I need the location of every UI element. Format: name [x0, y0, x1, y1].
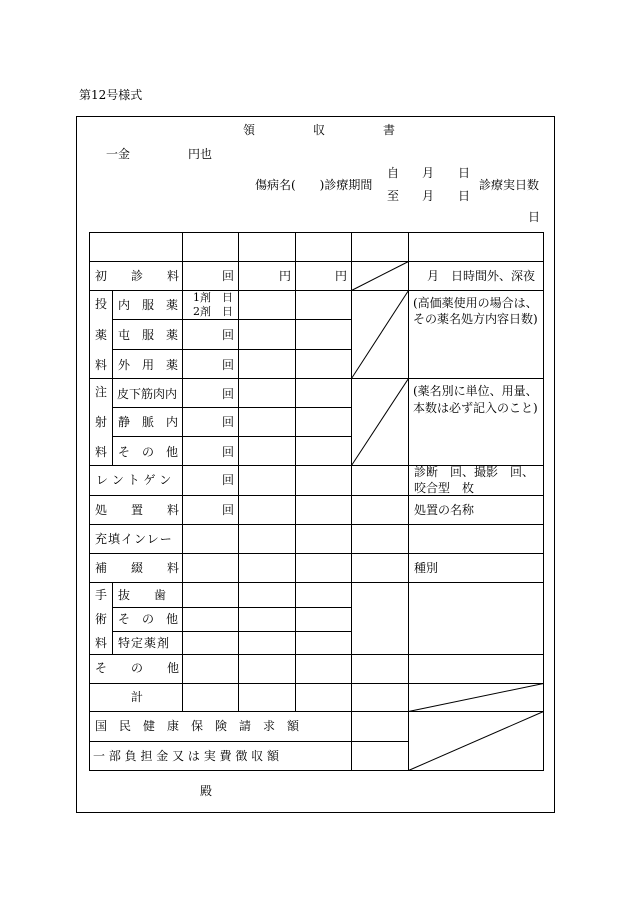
period-to: 至	[387, 189, 400, 203]
tonpuku-unit: 回	[222, 328, 235, 342]
chusha-sonota-unit: 回	[222, 445, 235, 459]
juten-label: 充填インレー	[95, 532, 173, 546]
shoshin-char-1: 初	[95, 269, 108, 283]
shochi-unit: 回	[222, 503, 235, 517]
rentogen-label: レ ン ト ゲ ン	[96, 473, 172, 487]
shujutsu-sonota-label: そ の 他	[118, 612, 179, 626]
amount-prefix: 一金	[106, 147, 131, 161]
rentogen-unit: 回	[222, 473, 235, 487]
chusha-char-1: 注	[95, 385, 108, 399]
shujutsu-char-2: 術	[95, 612, 108, 626]
shochi-note: 処置の名称	[414, 503, 475, 517]
sonota-char-1: そ	[95, 661, 108, 675]
title-char-1: 領	[243, 123, 256, 137]
naifuku-unit-2: 2剤 日	[193, 305, 233, 318]
kei-label: 計	[131, 690, 144, 704]
gaiyou-label: 外 用 薬	[118, 358, 179, 372]
hotetsu-char-3: 料	[167, 561, 180, 575]
shoshin-char-3: 料	[167, 269, 180, 283]
tokutei-label: 特定薬剤	[118, 636, 171, 650]
hotetsu-char-1: 補	[95, 561, 108, 575]
shochi-char-2: 置	[131, 503, 144, 517]
shujutsu-char-3: 料	[95, 636, 108, 650]
chusha-note-1: (薬名別に単位、用量、	[413, 384, 538, 398]
day-from: 日	[458, 166, 471, 180]
shujutsu-char-1: 手	[95, 588, 108, 602]
chusha-char-2: 射	[95, 415, 108, 429]
shoshin-unit-yen1: 円	[279, 269, 292, 283]
chusha-sonota-label: そ の 他	[118, 445, 179, 459]
hotetsu-char-2: 綴	[131, 561, 144, 575]
amount-suffix: 円也	[188, 147, 213, 161]
naifuku-unit-1: 1剤 日	[193, 291, 233, 304]
title-char-2: 収	[313, 123, 326, 137]
kokumin-label: 国 民 健 康 保 険 請 求 額	[95, 719, 300, 733]
shoshin-unit-yen2: 円	[335, 269, 348, 283]
tonpuku-label: 屯 服 薬	[118, 328, 179, 342]
hika-label: 皮下筋肉内	[117, 387, 178, 401]
ichibu-label: 一 部 負 担 金 又 は 実 費 徴 収 額	[93, 749, 279, 763]
shochi-char-1: 処	[95, 503, 108, 517]
chusha-note-2: 本数は必ず記入のこと)	[413, 401, 538, 415]
touyaku-note-1: (高価薬使用の場合は、	[413, 296, 538, 310]
hika-unit: 回	[222, 387, 235, 401]
sonota-char-2: の	[131, 661, 144, 675]
days-unit: 日	[528, 210, 541, 224]
touyaku-char-3: 料	[95, 358, 108, 372]
month-from: 月	[422, 166, 435, 180]
naifuku-label: 内 服 薬	[118, 298, 179, 312]
hotetsu-note: 種別	[414, 561, 439, 575]
chusha-char-3: 料	[95, 445, 108, 459]
rentogen-note-1: 診断 回、撮影 回、	[414, 465, 535, 479]
month-to: 月	[422, 189, 435, 203]
shochi-char-3: 料	[167, 503, 180, 517]
shoshin-char-2: 診	[131, 269, 144, 283]
disease-name-label: 傷病名( )診療期間	[255, 178, 373, 192]
touyaku-char-1: 投	[95, 297, 108, 311]
form-number: 第12号様式	[79, 88, 143, 102]
jomyaku-unit: 回	[222, 415, 235, 429]
touyaku-char-2: 薬	[95, 328, 108, 342]
actual-days-label: 診療実日数	[479, 178, 540, 192]
recipient-honorific: 殿	[200, 784, 213, 798]
touyaku-note-2: その薬名処方内容日数)	[413, 312, 538, 326]
day-to: 日	[458, 189, 471, 203]
jomyaku-label: 静 脈 内	[118, 415, 179, 429]
period-from: 自	[387, 166, 400, 180]
shoshin-note: 月 日時間外、深夜	[427, 269, 536, 283]
bashi-label: 抜 歯	[118, 588, 167, 602]
sonota-char-3: 他	[167, 661, 180, 675]
gaiyou-unit: 回	[222, 358, 235, 372]
shoshin-unit-kai: 回	[222, 269, 235, 283]
title-char-3: 書	[383, 123, 396, 137]
rentogen-note-2: 咬合型 枚	[414, 481, 475, 495]
